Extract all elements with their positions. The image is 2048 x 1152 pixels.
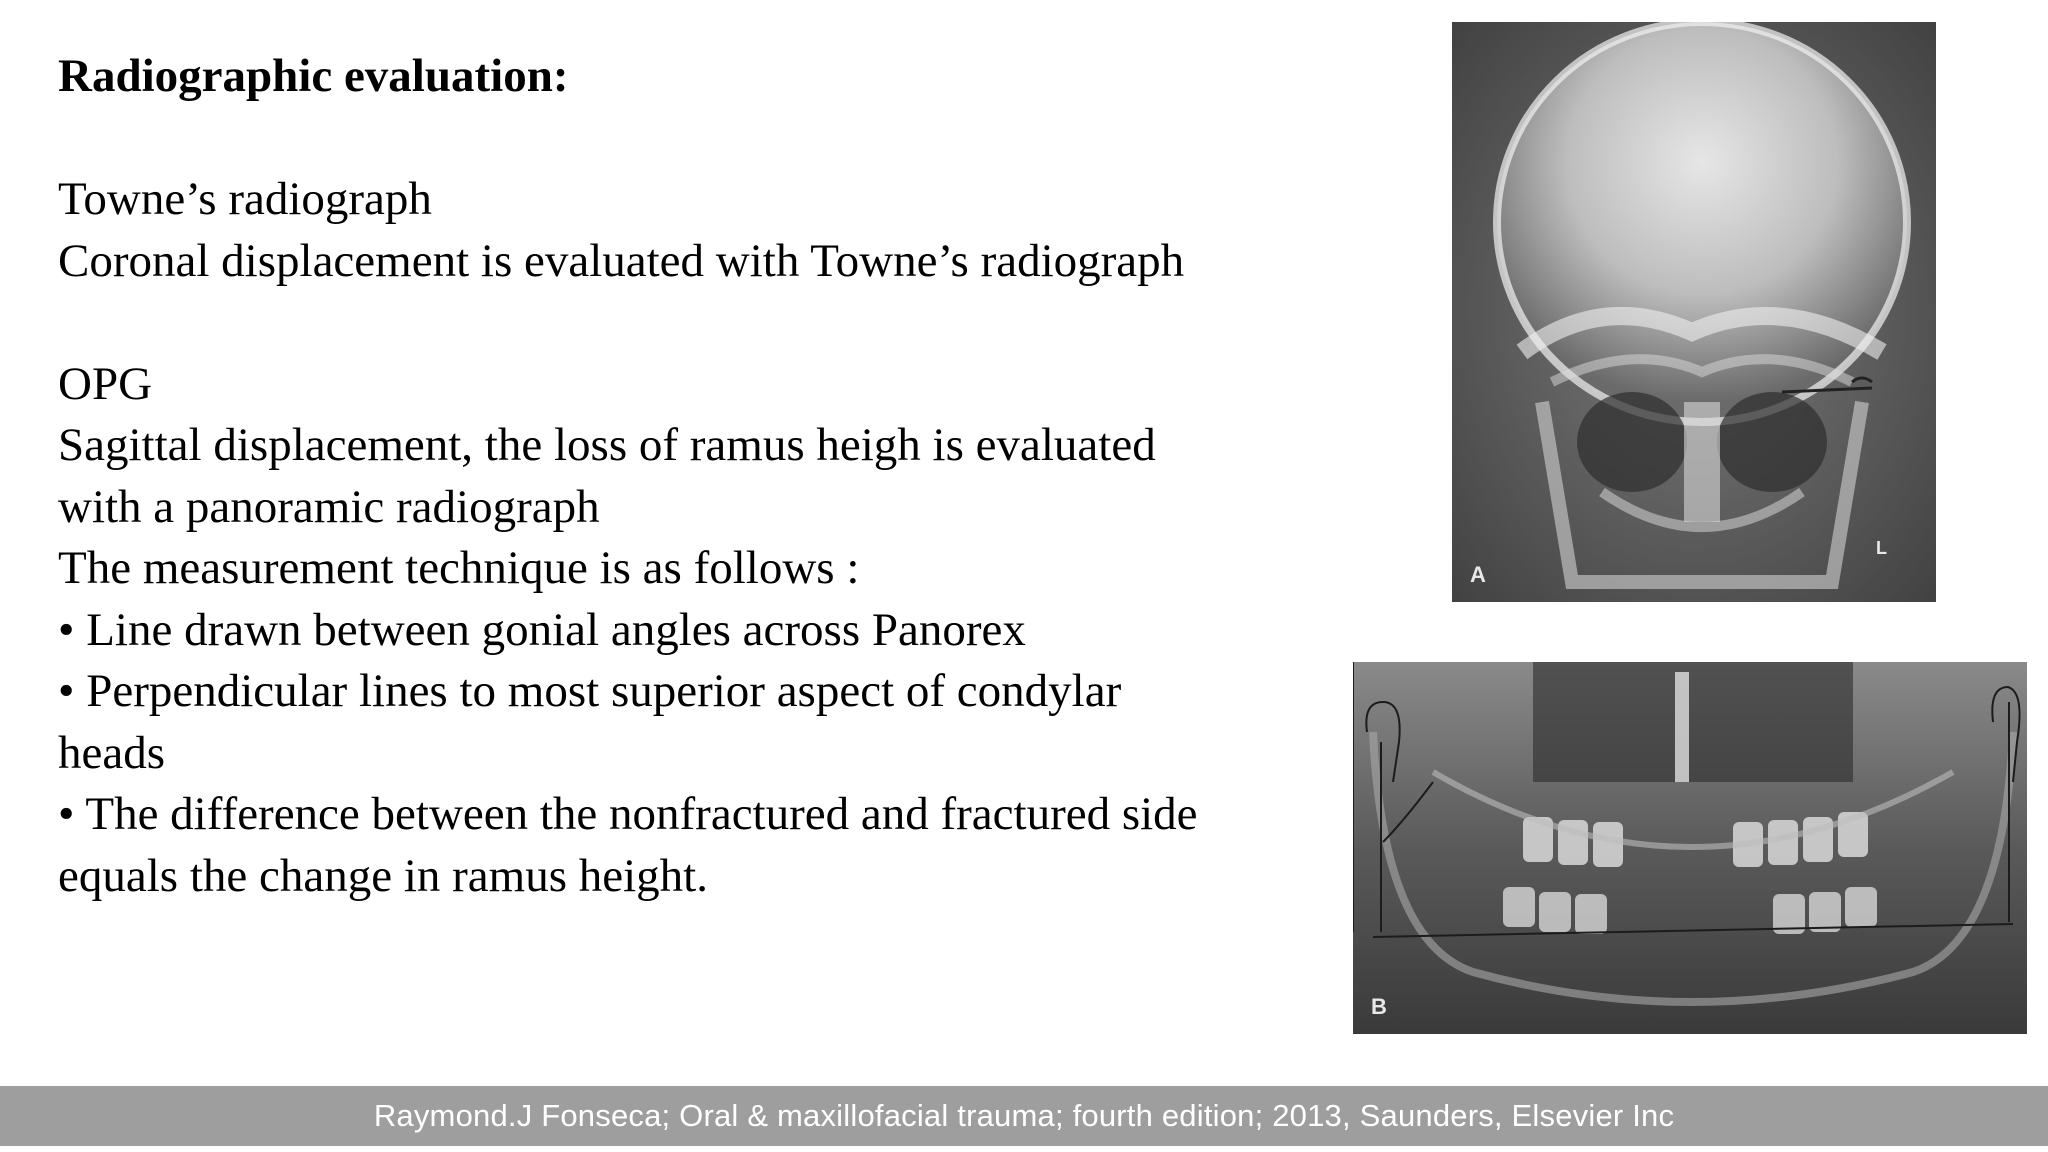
technique-intro: The measurement technique is as follows : (58, 542, 860, 594)
slide-text-block (58, 46, 1328, 907)
opg-description-line2: with a panoramic radiograph (58, 480, 600, 533)
panoramic-xray-illustration (1353, 662, 2027, 1034)
xray-a-side-marker: L (1876, 538, 1887, 558)
panoramic-xray-image (1353, 662, 2027, 1034)
xray-b-label: B (1371, 994, 1387, 1019)
opg-title: OPG (58, 357, 153, 410)
bullet-difference-line2: equals the change in ramus height. (58, 849, 708, 902)
bullet-perpendicular-line2: heads (58, 726, 166, 779)
opg-description-line1: Sagittal displacement, the loss of ramus heigh is evaluated (58, 419, 1156, 471)
towne-title: Towne’s radiograph (58, 173, 432, 225)
slide-heading: Radiographic evaluation: (58, 50, 569, 102)
spacer (58, 108, 1328, 170)
bullet-gonial-line: • Line drawn between gonial angles across Panorex (58, 603, 1026, 656)
xray-a-label: A (1470, 562, 1486, 587)
bullet-difference-line1: • The difference between the nonfractured and fractured side (58, 788, 1198, 840)
spacer (58, 292, 1328, 354)
towne-xray-image (1452, 22, 1936, 602)
towne-description: Coronal displacement is evaluated with Towne’s radiograph (58, 234, 1185, 287)
skull-xray-illustration (1452, 22, 1936, 602)
citation-footer: Raymond.J Fonseca; Oral & maxillofacial trauma; fourth edition; 2013, Saunders, Elsevier Inc (0, 1086, 2048, 1146)
bullet-perpendicular-line1: • Perpendicular lines to most superior aspect of condylar (58, 665, 1122, 717)
